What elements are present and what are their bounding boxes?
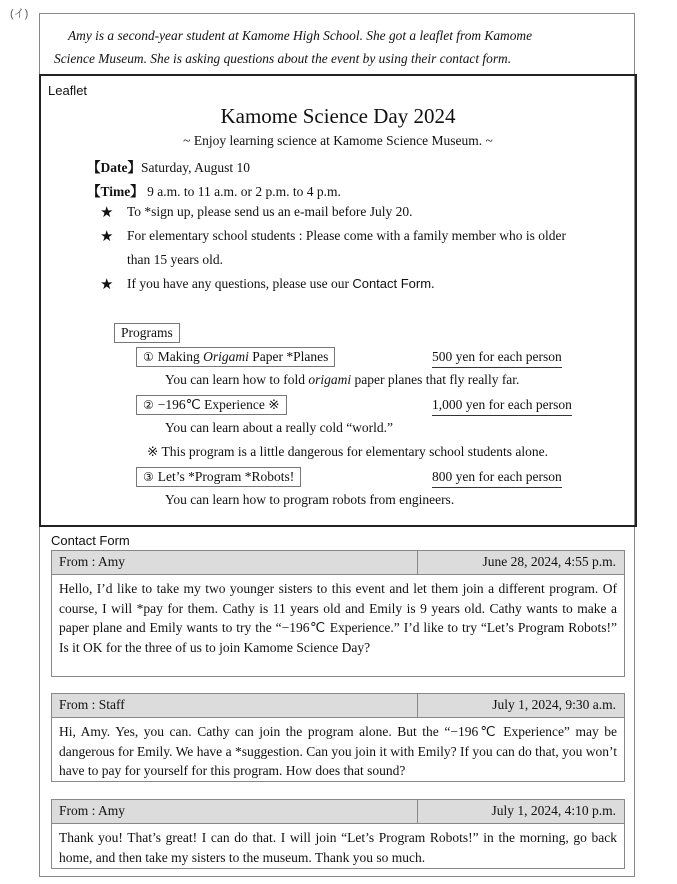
program-2-price: 1,000 yen for each person (432, 396, 572, 416)
time-value: 9 a.m. to 11 a.m. or 2 p.m. to 4 p.m. (147, 184, 341, 199)
note-questions-text: If you have any questions, please use our (127, 276, 353, 291)
message-body: Thank you! That’s great! I can do that. I will join “Let’s Program Robots!” in the morning, go back home, and then take my sisters to the museum. Thank you so much. (59, 830, 617, 865)
note-signup: To *sign up, please send us an e-mail before July 20. (127, 204, 413, 219)
note-elementary-cont: than 15 years old. (127, 252, 223, 267)
number-3-icon: ③ (143, 470, 154, 484)
contact-form-label: Contact Form (51, 533, 130, 548)
time-label: 【Time】 (87, 184, 144, 199)
program-1-price: 500 yen for each person (432, 348, 562, 368)
star-icon: ★ (100, 275, 114, 293)
message-2 (51, 693, 625, 782)
star-icon: ★ (100, 227, 114, 245)
program-3-title (136, 467, 301, 487)
leaflet-label: Leaflet (48, 83, 88, 98)
intro-text (40, 14, 634, 74)
period: . (431, 276, 435, 291)
message-from: From : Amy (52, 551, 418, 574)
intro-line-2: Science Museum. She is asking questions about the event by using their contact form. (54, 51, 512, 66)
question-label: (イ) (10, 8, 29, 20)
program-2-desc: You can learn about a really cold “world.” (165, 420, 394, 435)
message-1 (51, 550, 625, 677)
leaflet-title: Kamome Science Day 2024 (220, 104, 456, 128)
message-header (52, 694, 624, 718)
contact-form-link[interactable]: Contact Form (352, 276, 432, 291)
programs-heading: Programs (114, 323, 180, 343)
program-2-title (136, 395, 287, 415)
message-date: June 28, 2024, 4:55 p.m. (482, 554, 616, 569)
program-2-name: −196℃ Experience ※ (157, 397, 280, 412)
program-1-desc-pre: You can learn how to fold (165, 372, 309, 387)
program-1-desc-post: paper planes that fly really far. (351, 372, 520, 387)
number-2-icon: ② (143, 398, 154, 412)
message-3 (51, 799, 625, 869)
message-body: Hi, Amy. Yes, you can. Cathy can join the program alone. But the “−196℃ Experience” may be dangerous for Emily. We have a *suggestion. Can you join it with Emily? If you can do that, you won’t have to pay for yourself for this program. How does that sound? (59, 724, 617, 779)
date-label: 【Date】 (87, 160, 141, 175)
date-line (87, 156, 250, 176)
note-elementary: For elementary school students : Please come with a family member who is older (127, 228, 567, 243)
message-from: From : Amy (52, 800, 418, 823)
program-1-name-italic: Origami (203, 349, 249, 364)
leaflet-subtitle: ~ Enjoy learning science at Kamome Science Museum. ~ (183, 133, 493, 148)
star-icon: ★ (100, 203, 114, 221)
program-1-desc (165, 372, 519, 388)
number-1-icon: ① (143, 350, 154, 364)
intro-line-1: Amy is a second-year student at Kamome High School. She got a leaflet from Kamome (68, 28, 533, 43)
program-2-warning: ※ This program is a little dangerous for elementary school students alone. (147, 444, 548, 459)
program-1-title (136, 347, 335, 367)
message-date: July 1, 2024, 4:10 p.m. (491, 803, 616, 818)
message-date: July 1, 2024, 9:30 a.m. (492, 697, 616, 712)
message-header (52, 800, 624, 824)
time-line (87, 180, 341, 200)
program-3-name: Let’s *Program *Robots! (157, 469, 295, 484)
program-3-desc: You can learn how to program robots from engineers. (165, 492, 455, 507)
program-1-name-post: Paper *Planes (248, 349, 329, 364)
leaflet (39, 74, 637, 527)
message-from: From : Staff (52, 694, 418, 717)
date-value: Saturday, August 10 (141, 160, 250, 175)
message-body: Hello, I’d like to take my two younger sisters to this event and let them join a different program. Of course, I will *pay for them. Cathy is 11 years old and Emily is 9 years old. Cathy wants to make a paper plane and Emily wants to try the “−196℃ Experience.” I’d like to try “Let’s Program Robots!” Is it OK for the three of us to join Kamome Science Day? (59, 581, 617, 655)
program-3-price: 800 yen for each person (432, 468, 562, 488)
message-header (52, 551, 624, 575)
program-1-name-pre: Making (157, 349, 204, 364)
note-questions (127, 276, 434, 292)
program-1-desc-italic: origami (308, 372, 352, 387)
